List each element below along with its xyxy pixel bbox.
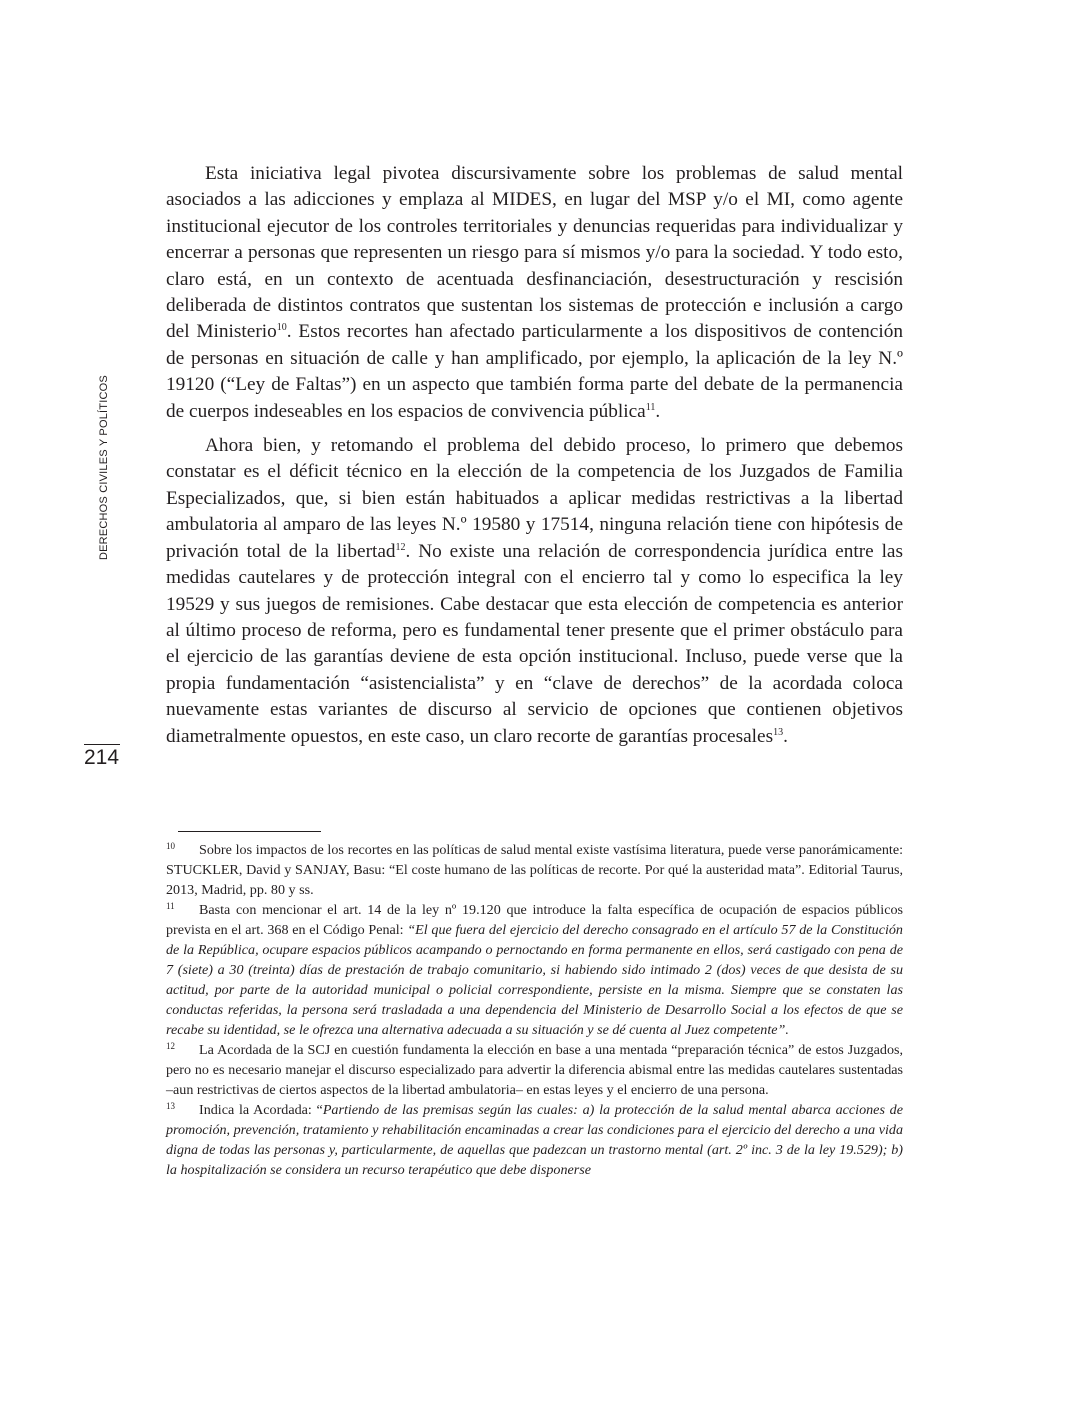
paragraph-text: Esta iniciativa legal pivotea discursivamente sobre los problemas de salud mental asociados a las adicciones y emplaza al MIDES, en lugar del MSP y/o el MI, como agente institucional ejecutor de los controles territoriales y denuncias requeridas para individualizar y encerrar a personas que representen un riesgo para sí mismos y/o para la sociedad. Y todo esto, claro está, en un contexto de acentuada desfinanciación, desestructuración y rescisión deliberada de distintos contratos que sustentan los sistemas de protección e inclusión a cargo del Ministerio (166, 163, 903, 343)
footnote: 10 Sobre los impactos de los recortes en las políticas de salud mental existe vastísima literatura, puede verse panorámicamente: STUCKLER, David y SANJAY, Basu: “El coste humano de las políticas de recorte. Por qué la austeridad mata”. Editorial Taurus, 2013, Madrid, pp. 80 y ss. (166, 841, 903, 898)
paragraph-text: . Estos recortes han afectado particularmente a los dispositivos de contención de personas en situación de calle y han amplificado, por ejemplo, la aplicación de la ley N.º 19120 (“Ley de Faltas”) en un aspecto que también forma parte del debate de la permanencia de cuerpos indeseables en los espacios de convivencia pública (166, 321, 903, 422)
footnote-text: Sobre los impactos de los recortes en las políticas de salud mental existe vastísima literatura, puede verse panorámicamente: STUCKLER, David y SANJAY, Basu: “El coste humano de las políticas de recorte. Por qué la austeridad mata”. Editorial Taurus, 2013, Madrid, pp. 80 y ss. (166, 842, 903, 898)
paragraph (166, 433, 903, 750)
paragraph-text: . (655, 400, 661, 422)
footnote-ref[interactable]: 12 (395, 541, 406, 553)
footnote-text: Basta con mencionar el art. 14 de la ley nº 19.120 que introduce la falta específica de ocupación de espacios públicos prevista en el art. 368 en el Código Penal: (166, 902, 903, 938)
footnote-separator (178, 831, 321, 832)
footnote-text: La Acordada de la SCJ en cuestión fundamenta la elección en base a una mentada “preparación técnica” de estos Juzgados, pero no es necesario manejar el discurso especializado para advertir la diferencia abismal entre las medidas cautelares sustentadas –aun restrictivas de ciertos aspectos de la libertad ambulatoria– en estas leyes y el encierro de una persona. (166, 1042, 903, 1098)
footnote-ref[interactable]: 11 (645, 401, 656, 413)
footnotes (166, 840, 903, 1180)
body-text (166, 161, 903, 758)
footnote: 13 Indica la Acordada: “Partiendo de las premisas según las cuales: a) la protección de la salud mental abarca acciones de promoción, prevención, tratamiento y rehabilitación encaminadas a crear las condiciones para el ejercicio del derecho a una vida digna de todas las personas y, particularmente, de aquellas que padezcan un trastorno mental (art. 2º inc. 3 de la ley 19.529); b) la hospitalización se considera un recurso terapéutico que debe disponerse (166, 1101, 903, 1178)
footnote-italic-text: “El que fuera del ejercicio del derecho consagrado en el artículo 57 de la Constitución de la República, ocupare espacios públicos acampando o pernoctando en forma permanente en ellos, será castigado con pena de 7 (siete) a 30 (treinta) días de prestación de trabajo comunitario, si habiendo sido intimado 2 (dos) veces de que desista de su actitud, por parte de la autoridad municipal o policial correspondiente, persiste en la misma. Siempre que se constaten las conductas referidas, la persona será trasladada a una dependencia del Ministerio de Desarrollo Social a los efectos de que se recabe su identidad, se le ofrezca una alternativa adecuada a su situación y se dé cuenta al Juez competente”. (166, 922, 903, 1038)
running-section-title: DERECHOS CIVILES Y POLÍTICOS (98, 375, 110, 560)
paragraph-text: Ahora bien, y retomando el problema del debido proceso, lo primero que debemos constatar es el déficit técnico en la elección de la competencia de los Juzgados de Familia Especializados, que, si bien están habituados a aplicar medidas restrictivas a la libertad ambulatoria al amparo de las leyes N.º 19580 y 17514, ninguna relación tiene con hipótesis de privación total de la libertad (166, 435, 903, 562)
footnote-ref[interactable]: 10 (276, 322, 287, 334)
page-number: 214 (84, 746, 120, 769)
paragraph-text: . (783, 725, 788, 747)
footnote-italic-text: Partiendo de las premisas según las cuales: a) la protección de la salud mental abarca acciones de promoción, prevención, tratamiento y rehabilitación encaminadas a crear las condiciones para el ejercicio del derecho a una vida digna de todas las personas y, particularmente, de aquellas que padezcan un trastorno mental (art. 2º inc. 3 de la ley 19.529); b) la hospitalización se considera un recurso terapéutico que debe disponerse (166, 1102, 903, 1178)
footnote-text: Indica la Acordada: “ (199, 1102, 323, 1118)
page-number-rule (84, 744, 120, 745)
paragraph (166, 161, 903, 425)
footnote: 12 La Acordada de la SCJ en cuestión fundamenta la elección en base a una mentada “preparación técnica” de estos Juzgados, pero no es necesario manejar el discurso especializado para advertir la diferencia abismal entre las medidas cautelares sustentadas –aun restrictivas de ciertos aspectos de la libertad ambulatoria– en estas leyes y el encierro de una persona. (166, 1041, 903, 1098)
footnote: 11 Basta con mencionar el art. 14 de la ley nº 19.120 que introduce la falta específica de ocupación de espacios públicos prevista en el art. 368 en el Código Penal: “El que fuera del ejercicio del derecho consagrado en el artículo 57 de la Constitución de la República, ocupare espacios públicos acampando o pernoctando en forma permanente en ellos, será castigado con pena de 7 (siete) a 30 (treinta) días de prestación de trabajo comunitario, si habiendo sido intimado 2 (dos) veces de que desista de su actitud, por parte de la autoridad municipal o policial correspondiente, persiste en la misma. Siempre que se constaten las conductas referidas, la persona será trasladada a una dependencia del Ministerio de Desarrollo Social a los efectos de que se recabe su identidad, se le ofrezca una alternativa adecuada a su situación y se dé cuenta al Juez competente”. (166, 901, 903, 1038)
paragraph-text: . No existe una relación de correspondencia jurídica entre las medidas cautelares y de protección integral con el encierro tal y como lo especifica la ley 19529 y sus juegos de remisiones. Cabe destacar que esta elección de competencia es anterior al último proceso de reforma, pero es fundamental tener presente que el primer obstáculo para el ejercicio de las garantías deviene de esta opción institucional. Incluso, puede verse que la propia fundamentación “asistencialista” y en “clave de derechos” de la acordada coloca nuevamente estas variantes de discurso al servicio de opciones que contienen objetivos diametralmente opuestos, en este caso, un claro recorte de garantías procesales (166, 540, 903, 747)
footnote-ref[interactable]: 13 (773, 726, 784, 738)
